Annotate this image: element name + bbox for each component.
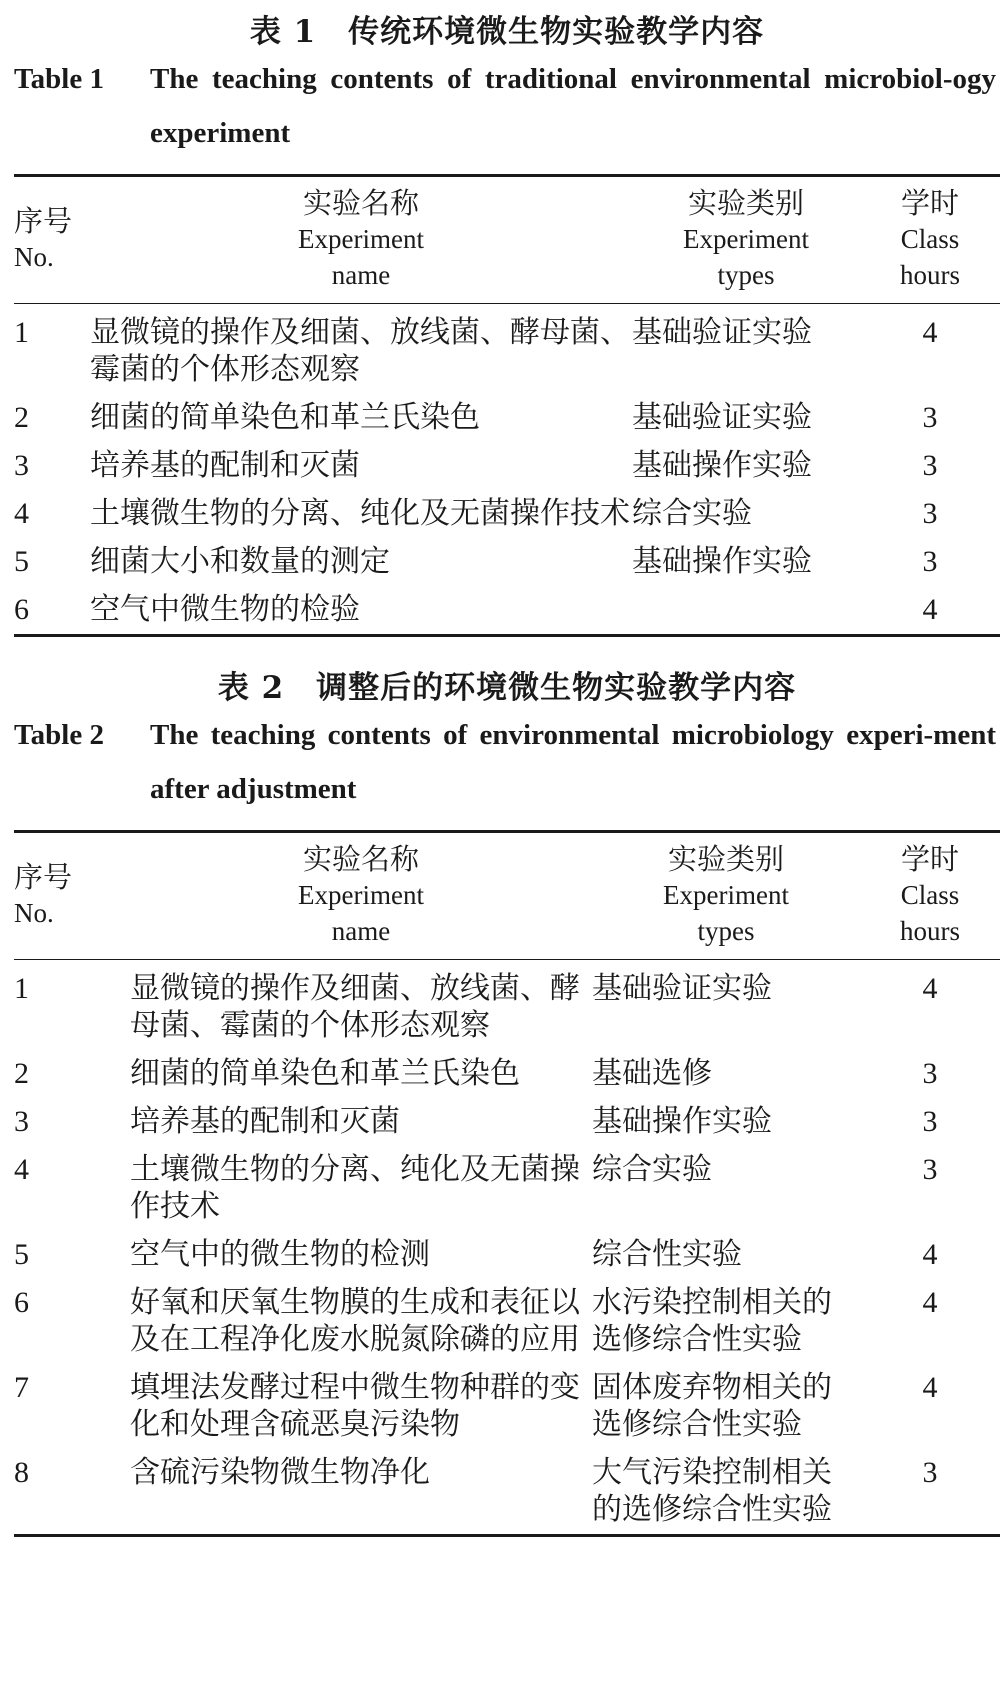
cell-no: 5 [14, 1238, 29, 1271]
cell-type: 基础验证实验 [632, 400, 812, 435]
table-row [14, 960, 1000, 1051]
cell-name: 含硫污染物微生物净化 [130, 1455, 430, 1490]
table-row [14, 1279, 1000, 1364]
table-2-caption-en [14, 708, 1000, 816]
cell-hours: 3 [922, 497, 938, 530]
cell-name: 显微镜的操作及细菌、放线菌、酵母菌、霉菌的个体形态观察 [90, 315, 630, 387]
header-hours-en-1: Class [900, 880, 960, 910]
cell-hours: 3 [922, 545, 938, 578]
table-row [14, 538, 1000, 586]
cell-hours: 3 [922, 1456, 938, 1489]
cell-hours: 3 [922, 1153, 938, 1186]
header-name-cn: 实验名称 [302, 186, 419, 220]
cell-type: 综合实验 [632, 496, 752, 531]
header-name [130, 832, 592, 960]
cell-no: 5 [14, 545, 29, 578]
table-row [14, 304, 1000, 395]
cell-hours: 4 [922, 972, 938, 1005]
cell-type: 水污染控制相关的选修综合性实验 [592, 1285, 832, 1357]
header-type-en-2: types [717, 260, 775, 290]
cell-hours: 3 [922, 1057, 938, 1090]
header-name [90, 176, 632, 304]
header-no-en: No. [14, 898, 54, 928]
cell-no: 1 [14, 316, 29, 349]
cell-no: 2 [14, 1057, 29, 1090]
cell-type: 基础选修 [592, 1056, 712, 1091]
header-name-en-1: Experiment [298, 224, 424, 254]
header-type [592, 832, 860, 960]
table-row [14, 442, 1000, 490]
cell-type: 基础验证实验 [632, 315, 812, 350]
cell-no: 2 [14, 401, 29, 434]
cell-no: 8 [14, 1456, 29, 1489]
table-row [14, 1050, 1000, 1098]
cell-type: 综合性实验 [592, 1237, 742, 1272]
cell-no: 7 [14, 1371, 29, 1404]
table-1-caption-en [14, 52, 1000, 160]
cell-name: 显微镜的操作及细菌、放线菌、酵母菌、霉菌的个体形态观察 [130, 971, 580, 1043]
cell-hours: 3 [922, 401, 938, 434]
table-1-block [14, 12, 1000, 637]
header-name-en-1: Experiment [298, 880, 424, 910]
cell-name: 细菌的简单染色和革兰氏染色 [130, 1056, 520, 1091]
header-hours-cn: 学时 [900, 842, 959, 876]
header-no-en: No. [14, 242, 54, 272]
header-type-cn: 实验类别 [687, 186, 804, 220]
header-no [14, 832, 130, 960]
table-2-header-row [14, 832, 1000, 960]
cell-no: 6 [14, 593, 29, 626]
table-2-label: Table 2 [14, 719, 104, 751]
table-2-block [14, 668, 1000, 1537]
header-hours-en-2: hours [900, 260, 960, 290]
cell-name: 培养基的配制和灭菌 [90, 448, 360, 483]
cell-hours: 3 [922, 449, 938, 482]
table-1-header-row [14, 176, 1000, 304]
table-row [14, 394, 1000, 442]
cell-hours: 4 [922, 593, 938, 626]
cell-type: 固体废弃物相关的选修综合性实验 [592, 1370, 832, 1442]
cell-no: 4 [14, 1153, 29, 1186]
cell-name: 细菌大小和数量的测定 [90, 544, 390, 579]
header-type-en-1: Experiment [683, 224, 809, 254]
cell-name: 空气中微生物的检验 [90, 592, 360, 627]
cell-hours: 4 [922, 1286, 938, 1319]
table-1 [14, 174, 1000, 637]
cell-no: 4 [14, 497, 29, 530]
table-row [14, 1146, 1000, 1231]
cell-name: 填埋法发酵过程中微生物种群的变化和处理含硫恶臭污染物 [130, 1370, 580, 1442]
table-row [14, 1364, 1000, 1449]
header-hours-cn: 学时 [900, 186, 959, 220]
table-1-caption-cn: 表 1 传统环境微生物实验教学内容 [249, 14, 765, 50]
header-hours-en-1: Class [900, 224, 960, 254]
cell-type: 综合实验 [592, 1152, 712, 1187]
header-type-en-1: Experiment [663, 880, 789, 910]
header-name-en-2: name [331, 260, 391, 290]
header-hours [860, 176, 1000, 304]
cell-hours: 4 [922, 1371, 938, 1404]
cell-name: 细菌的简单染色和革兰氏染色 [90, 400, 480, 435]
cell-name: 培养基的配制和灭菌 [130, 1104, 400, 1139]
cell-type: 基础操作实验 [592, 1104, 772, 1139]
cell-no: 1 [14, 972, 29, 1005]
table-row [14, 490, 1000, 538]
cell-name: 好氧和厌氧生物膜的生成和表征以及在工程净化废水脱氮除磷的应用 [130, 1285, 580, 1357]
cell-name: 空气中的微生物的检测 [130, 1237, 430, 1272]
header-type-en-2: types [697, 916, 755, 946]
cell-hours: 4 [922, 1238, 938, 1271]
cell-hours: 3 [922, 1105, 938, 1138]
table-row [14, 1098, 1000, 1146]
cell-no: 3 [14, 449, 29, 482]
cell-hours: 4 [922, 316, 938, 349]
header-no-cn: 序号 [14, 860, 73, 894]
cell-name: 土壤微生物的分离、纯化及无菌操作技术 [90, 496, 630, 531]
table-row [14, 586, 1000, 636]
cell-type: 基础验证实验 [592, 971, 772, 1006]
table-2-caption-cn: 表 2 调整后的环境微生物实验教学内容 [217, 670, 797, 706]
cell-type: 基础操作实验 [632, 448, 812, 483]
cell-type: 大气污染控制相关的选修综合性实验 [592, 1455, 832, 1527]
header-name-en-2: name [331, 916, 391, 946]
table-2 [14, 830, 1000, 1537]
cell-no: 3 [14, 1105, 29, 1138]
cell-no: 6 [14, 1286, 29, 1319]
header-type-cn: 实验类别 [667, 842, 784, 876]
header-hours [860, 832, 1000, 960]
header-type [632, 176, 860, 304]
header-no-cn: 序号 [14, 204, 73, 238]
cell-type: 基础操作实验 [632, 544, 812, 579]
table-row [14, 1231, 1000, 1279]
table-1-label: Table 1 [14, 63, 104, 95]
table-row [14, 1449, 1000, 1536]
cell-name: 土壤微生物的分离、纯化及无菌操作技术 [130, 1152, 580, 1224]
cell-type [632, 586, 860, 636]
table-2-caption-en-text: The teaching contents of environmental microbiology experi-ment after adjustment [150, 719, 996, 805]
header-no [14, 176, 90, 304]
table-1-caption-en-text: The teaching contents of traditional environmental microbiol-ogy experiment [150, 63, 996, 149]
header-hours-en-2: hours [900, 916, 960, 946]
header-name-cn: 实验名称 [302, 842, 419, 876]
